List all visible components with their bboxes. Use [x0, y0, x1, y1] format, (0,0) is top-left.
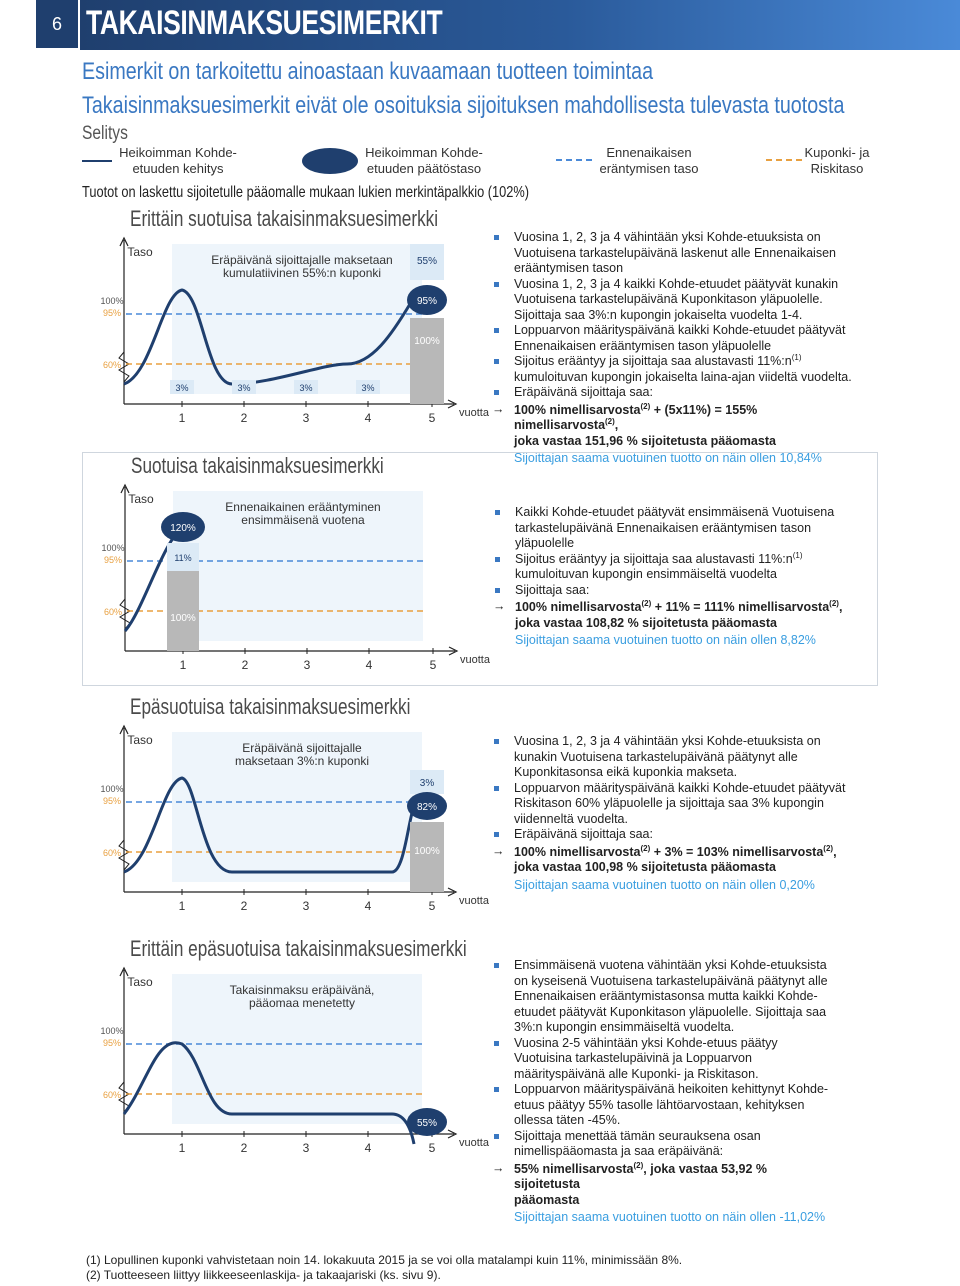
payout-line-2: joka vastaa 100,98 % sijoitetusta pääomasta — [514, 860, 776, 874]
level-60: 60% — [102, 1090, 122, 1100]
scenario-title: Erittäin suotuisa takaisinmaksuesimerkki — [130, 206, 439, 231]
x-axis-label: vuotta — [459, 407, 489, 419]
description-bullet: Sijoitus erääntyy ja sijoittaja saa alustavasti $11\%:n^{(1)}$ — [491, 552, 855, 568]
payout-line: → 55% nimellisarvosta$^{(2)}$, joka vastaa 53,92 % sijoitetusta — [490, 1162, 834, 1193]
year-label: 4 — [364, 411, 372, 425]
bullet-text: Vuosina 1, 2, 3 ja 4 vähintään yksi Kohde-etuuksista on kunakin Vuotuisena tarkastelupäivänä päätynyt alle Kuponkitasonsa eikä kuponkia makseta. — [514, 734, 821, 779]
chart-annotation: ensimmäisenä vuotena — [241, 513, 365, 527]
chart-annotation: Eräpäivänä sijoittajalle — [242, 741, 362, 755]
bullet-text: Sijoittaja menettää tämän seurauksena osan nimellispääomasta ja saa eräpäivänä: — [514, 1128, 761, 1158]
scenario-chart — [92, 234, 492, 434]
annual-return: Sijoittajan saama vuotuinen tuotto on näin ollen 10,84% — [514, 451, 822, 465]
chart-svg — [93, 481, 493, 681]
bar-principal — [410, 822, 444, 892]
coupon-label: 3% — [237, 383, 251, 393]
description-bullet — [490, 1082, 834, 1129]
bullet-text: Loppuarvon määrityspäivänä kaikki Kohde-etuudet päätyvät Riskitason 60% yläpuolelle ja sijoittaja saa 3% kupongin viidenneltä vuodelta. — [514, 780, 846, 826]
page-title: TAKAISINMAKSUESIMERKIT — [86, 4, 443, 42]
scenario-description — [490, 734, 854, 893]
payout-part: 55% nimellisarvosta — [514, 1161, 634, 1176]
legend-item-4: Kuponki- ja Riskitaso — [804, 145, 870, 176]
scenario-title: Suotuisa takaisinmaksuesimerkki — [131, 453, 384, 478]
oval-label: 55% — [416, 1118, 438, 1129]
legend-item-1: Heikoimman Kohde- etuuden kehitys — [119, 145, 237, 176]
year-label: 2 — [240, 411, 248, 425]
scenario-2 — [82, 452, 878, 686]
scenario-chart — [93, 481, 493, 681]
level-60: 60% — [102, 360, 122, 370]
chart-svg — [92, 722, 492, 922]
bullet-text: Vuosina 1, 2, 3 ja 4 kaikki Kohde-etuudet päätyvät kunakin Vuotuisena tarkastelupäivänä Kuponkitason yläpuolelle. Sijoittaja saa 3%:n kupongin jokaiselta vuodelta 1-4. — [514, 276, 839, 322]
annual-return: Sijoittajan saama vuotuinen tuotto on näin ollen 8,82% — [515, 633, 816, 647]
legend-item-2: Heikoimman Kohde- etuuden päätöstaso — [365, 145, 483, 176]
description-bullet: Sijoitus erääntyy ja sijoittaja saa alustavasti $11\%:n^{(1)}$ — [490, 354, 854, 370]
chart-annotation: Eräpäivänä sijoittajalle maksetaan — [211, 253, 393, 267]
level-95: 95% — [102, 1038, 122, 1048]
annual-return: Sijoittajan saama vuotuinen tuotto on näin ollen -11,02% — [514, 1210, 826, 1224]
chart-annotation: Takaisinmaksu eräpäivänä, — [229, 983, 375, 997]
chart-svg — [92, 964, 492, 1164]
page-number: 6 — [36, 0, 78, 48]
axis-label: Taso — [128, 492, 154, 506]
year-label: 4 — [365, 658, 373, 672]
bullet-text: kumuloituvan kupongin jokaiselta laina-ajan viideltä vuodelta. — [514, 369, 852, 384]
level-100: 100% — [101, 543, 125, 553]
description-bullet — [491, 567, 855, 583]
level-95: 95% — [102, 796, 122, 806]
bar-label: 100% — [414, 846, 440, 857]
year-label: 4 — [364, 899, 372, 913]
description-bullet — [490, 734, 854, 781]
oval-label: 82% — [416, 802, 438, 813]
description-bullet — [491, 505, 855, 552]
x-axis-label: vuotta — [459, 895, 489, 907]
year-label: 3 — [302, 899, 310, 913]
payout-line: → 100% nimellisarvosta$^{(2)}$ + 11% = 111% nimellisarvosta$^{(2)}$, — [491, 600, 855, 616]
level-100: 100% — [100, 784, 124, 794]
bar-label: 3% — [419, 778, 435, 789]
scenario-3 — [82, 694, 878, 924]
level-95: 95% — [103, 555, 123, 565]
payout-part: 100% nimellisarvosta — [514, 402, 641, 417]
oval-label: 120% — [170, 523, 196, 534]
x-axis-label: vuotta — [459, 1137, 489, 1149]
description-bullet — [490, 370, 854, 386]
chart-annotation: kumulatiivinen 55%:n kuponki — [222, 266, 382, 280]
scenario-chart — [92, 964, 492, 1164]
payout-part: 100% nimellisarvosta — [514, 844, 641, 859]
bullet-text: Ensimmäisenä vuotena vähintään yksi Kohde-etuuksista on kyseisenä Vuotuisena tarkastelupäivänä päätynyt alle Ennenaikaisen erääntymistasonsa mutta kaikki Kohde-etuudet päätyvät Kuponkitason yläpuolelle. Sijoittaja saa 3%:n kupongin ensimmäiseltä vuodelta. — [514, 958, 828, 1034]
bullet-text: Kaikki Kohde-etuudet päätyvät ensimmäisenä Vuotuisena tarkastelupäivänä Ennenaikaisen erääntymisen tason yläpuolelle — [515, 505, 835, 550]
payout-part: , — [833, 844, 837, 859]
bullet-text: Sijoitus erääntyy ja sijoittaja saa alustavasti 11%:n — [514, 354, 792, 368]
coupon-label: 3% — [361, 383, 375, 393]
x-axis-label: vuotta — [460, 654, 490, 666]
axis-label: Taso — [127, 975, 153, 989]
description-bullet — [490, 323, 854, 354]
bar-label: 100% — [414, 336, 440, 347]
axis-label: Taso — [127, 245, 153, 259]
year-label: 2 — [240, 899, 248, 913]
description-bullet — [490, 958, 834, 1036]
legend-title: Selitys — [82, 123, 128, 144]
footnotes — [86, 1253, 682, 1283]
bar-principal — [410, 318, 444, 404]
description-bullet — [490, 781, 854, 828]
scenario-chart — [92, 722, 492, 922]
description-bullet — [490, 1129, 834, 1160]
bullet-text: Eräpäivänä sijoittaja saa: — [514, 827, 653, 841]
coupon-label: 3% — [175, 383, 189, 393]
year-label: 2 — [241, 658, 249, 672]
chart-annotation: pääomaa menetetty — [248, 996, 356, 1010]
footnote-2: (2) Tuotteeseen liittyy liikkeeseenlaskija- ja takaajariski (ks. sivu 9). — [86, 1268, 441, 1282]
intro-text: Tuotot on laskettu sijoitetulle pääomalle mukaan lukien merkintäpalkkio (102%) — [82, 184, 530, 201]
year-label: 5 — [428, 411, 436, 425]
bullet-text: kumuloituvan kupongin ensimmäiseltä vuodelta — [515, 567, 777, 581]
year-label: 1 — [178, 899, 186, 913]
bullet-text: Vuosina 1, 2, 3 ja 4 vähintään yksi Kohde-etuuksista on Vuotuisena tarkastelupäivänä laskenut alle Ennenaikaisen erääntymisen tason — [514, 230, 836, 275]
header-bar — [0, 0, 960, 50]
year-label: 3 — [302, 1141, 310, 1155]
level-95: 95% — [102, 308, 122, 318]
footnote-1: (1) Lopullinen kuponki vahvistetaan noin 14. lokakuuta 2015 ja se voi olla matalampi kuin 11%, minimissään 8%. — [86, 1253, 683, 1267]
bar-label: 55% — [416, 256, 438, 267]
scenario-title: Epäsuotuisa takaisinmaksuesimerkki — [130, 694, 411, 719]
bar-principal — [167, 571, 199, 651]
level-60: 60% — [102, 848, 122, 858]
year-label: 3 — [302, 411, 310, 425]
subtitle-2: Takaisinmaksuesimerkit eivät ole osoituksia sijoituksen mahdollisesta tulevasta tuotosta — [82, 92, 845, 119]
bar-label: 100% — [170, 613, 196, 624]
legend-solid-line-icon — [82, 160, 112, 162]
scenario-1 — [82, 206, 878, 465]
year-label: 4 — [364, 1141, 372, 1155]
bullet-text: Sijoittaja saa: — [515, 582, 590, 597]
payout-line: → 100% nimellisarvosta$^{(2)}$ + 3% = 103% nimellisarvosta$^{(2)}$, — [490, 845, 854, 861]
payout-line: → 100% nimellisarvosta$^{(2)}$ + (5x11%) = 155% nimellisarvosta$^{(2)}$, — [490, 403, 854, 434]
oval-label: 95% — [416, 296, 438, 307]
legend-blue-dash-icon — [556, 159, 592, 161]
year-label: 1 — [178, 1141, 186, 1155]
chart-annotation: maksetaan 3%:n kuponki — [234, 754, 370, 768]
bullet-text: Sijoitus erääntyy ja sijoittaja saa alustavasti 11%:n — [515, 551, 793, 566]
description-bullet — [490, 827, 854, 843]
legend-item-3: Ennenaikaisen eräntymisen taso — [599, 145, 699, 176]
scenario-4 — [82, 936, 878, 1224]
legend-orange-dash-icon — [766, 159, 802, 161]
level-60: 60% — [103, 607, 123, 617]
scenario-description — [490, 958, 834, 1226]
year-label: 5 — [428, 1141, 436, 1155]
payout-part: , — [838, 600, 843, 614]
payout-line-2: joka vastaa 151,96 % sijoitetusta pääomasta — [514, 433, 776, 448]
coupon-label: 3% — [299, 383, 313, 393]
payout-part: 100% nimellisarvosta — [515, 600, 642, 614]
description-bullet — [490, 1036, 834, 1083]
year-label: 3 — [303, 658, 311, 672]
payout-part: + 3% = 103% nimellisarvosta — [650, 844, 824, 859]
bullet-text: Eräpäivänä sijoittaja saa: — [514, 385, 653, 399]
level-100: 100% — [100, 296, 124, 306]
scenario-description — [490, 230, 854, 467]
axis-label: Taso — [127, 733, 153, 747]
bullet-text: Loppuarvon määrityspäivänä heikoiten kehittynyt Kohde-etuus päätyy 55% tasolle lähtöarvostaan, kehityksen ollessa täten -45%. — [514, 1082, 829, 1127]
description-bullet — [491, 583, 855, 599]
bullet-text: Vuosina 2-5 vähintään yksi Kohde-etuus päätyy Vuotuisina tarkastelupäivinä ja Loppuarvon määrityspäivänä alle Kuponki- ja Riskitason. — [514, 1035, 778, 1081]
chart-svg — [92, 234, 492, 434]
payout-part: + 11% = 111% nimellisarvosta — [651, 600, 830, 614]
description-bullet — [490, 277, 854, 324]
annual-return: Sijoittajan saama vuotuinen tuotto on näin ollen 0,20% — [514, 877, 815, 892]
payout-part: , — [614, 418, 619, 432]
payout-line-2: pääomasta — [514, 1192, 580, 1207]
year-label: 5 — [428, 899, 436, 913]
legend-oval-icon — [302, 148, 358, 174]
year-label: 1 — [179, 658, 187, 672]
description-bullet — [490, 385, 854, 401]
year-label: 2 — [240, 1141, 248, 1155]
payout-part: , joka vastaa 53,92 % sijoitetusta — [514, 1161, 767, 1191]
scenario-title: Erittäin epäsuotuisa takaisinmaksuesimerkki — [130, 936, 467, 961]
level-100: 100% — [100, 1026, 124, 1036]
year-label: 5 — [429, 658, 437, 672]
subtitle-1: Esimerkit on tarkoitettu ainoastaan kuvaamaan tuotteen toimintaa — [82, 58, 654, 85]
chart-annotation: Ennenaikainen erääntyminen — [225, 500, 381, 514]
scenario-description — [491, 505, 855, 649]
bar-label: 11% — [174, 553, 192, 563]
payout-part: + (5x11%) = 155% nimellisarvosta — [514, 402, 758, 432]
description-bullet — [490, 230, 854, 277]
payout-line-2: joka vastaa 108,82 % sijoitetusta pääomasta — [515, 615, 777, 630]
bullet-text: Loppuarvon määrityspäivänä kaikki Kohde-etuudet päätyvät Ennenaikaisen erääntymisen tason yläpuolelle — [514, 323, 846, 353]
year-label: 1 — [178, 411, 186, 425]
